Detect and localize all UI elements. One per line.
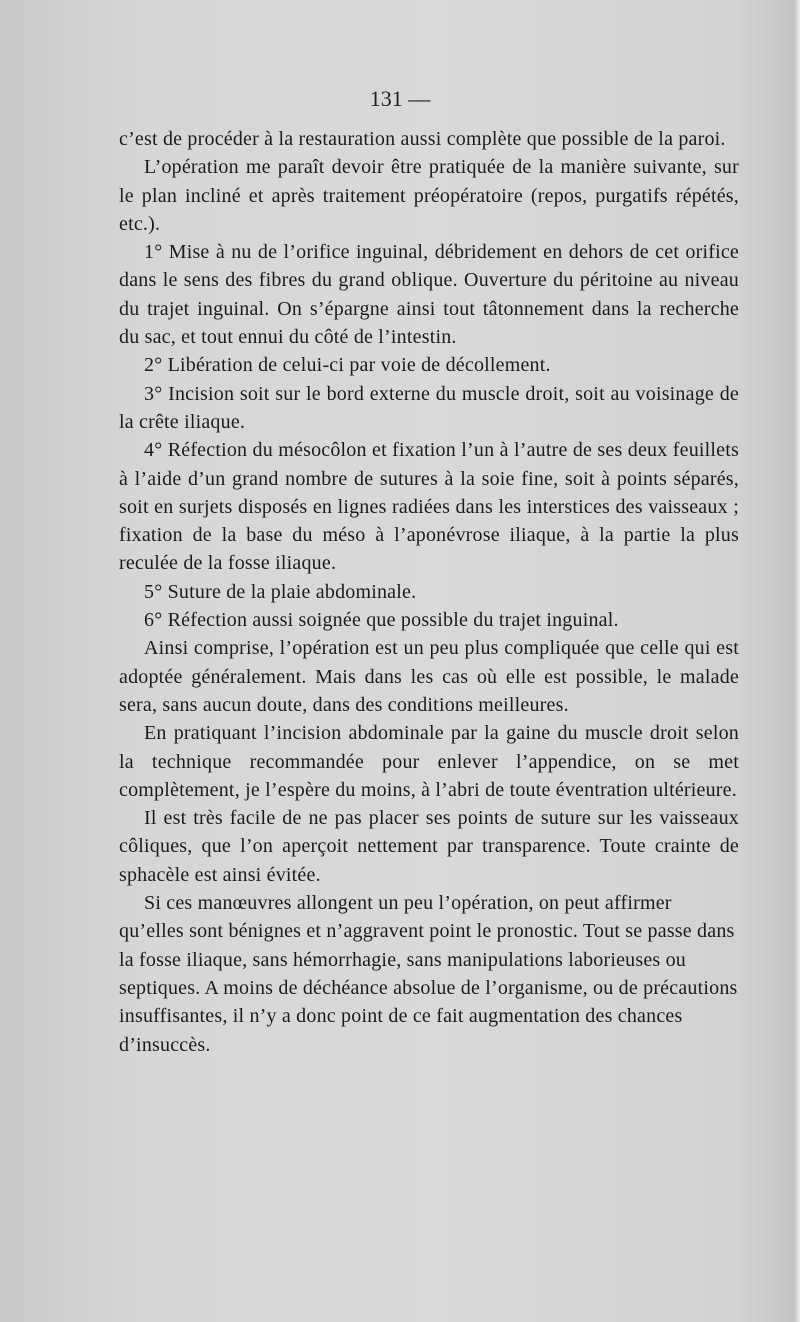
paragraph: 2° Libération de celui-ci par voie de décollement. bbox=[144, 354, 551, 377]
paragraph: 5° Suture de la plaie abdominale. bbox=[144, 580, 417, 603]
paragraph: Si ces manœuvres allongent un peu l’opération, on peut affirmer qu’elles sont bénignes et n’aggravent point le pronostic. Tout se passe dans la fosse iliaque, sans hémorrhagie, sans manipulations laborieuses ou septiques. A moins de déchéance absolue de l’organisme, ou de précautions insuffisantes, il n’y a donc point de ce fait augmentation des chances d’insuccès. bbox=[119, 892, 738, 1056]
paragraph: 6° Réfection aussi soignée que possible du trajet inguinal. bbox=[144, 609, 619, 632]
body-text bbox=[119, 125, 739, 1059]
paragraph: c’est de procéder à la restauration aussi complète que possible de la paroi. bbox=[119, 128, 726, 150]
paragraph: 3° Incision soit sur le bord externe du muscle droit, soit au voisinage de la crête iliaque. bbox=[119, 382, 739, 433]
paragraph: L’opération me paraît devoir être pratiquée de la manière suivante, sur le plan incliné et après traitement préopératoire (repos, purgatifs répétés, etc.). bbox=[119, 156, 739, 235]
page-number: 131 — bbox=[369, 86, 431, 111]
paragraph: 1° Mise à nu de l’orifice inguinal, débridement en dehors de cet orifice dans le sens des fibres du grand oblique. Ouverture du péritoine au niveau du trajet inguinal. On s’épargne ainsi tout tâtonnement dans la recherche du sac, et tout ennui du côté de l’intestin. bbox=[119, 241, 739, 349]
paragraph: En pratiquant l’incision abdominale par la gaine du muscle droit selon la technique recommandée pour enlever l’appendice, on se met complètement, je l’espère du moins, à l’abri de toute éventration ultérieure. bbox=[119, 722, 739, 801]
paragraph: Ainsi comprise, l’opération est un peu plus compliquée que celle qui est adoptée généralement. Mais dans les cas où elle est possible, le malade sera, sans aucun doute, dans des conditions meilleures. bbox=[119, 637, 739, 716]
paragraph: 4° Réfection du mésocôlon et fixation l’un à l’autre de ses deux feuillets à l’aide d’un grand nombre de sutures à la soie fine, soit à points séparés, soit en surjets disposés en lignes radiées dans les interstices des vaisseaux ; fixation de la base du méso à l’aponévrose iliaque, à la partie la plus reculée de la fosse iliaque. bbox=[119, 439, 739, 575]
paragraph: Il est très facile de ne pas placer ses points de suture sur les vaisseaux côliques, que l’on aperçoit nettement par transparence. Toute crainte de sphacèle est ainsi évitée. bbox=[119, 807, 739, 886]
